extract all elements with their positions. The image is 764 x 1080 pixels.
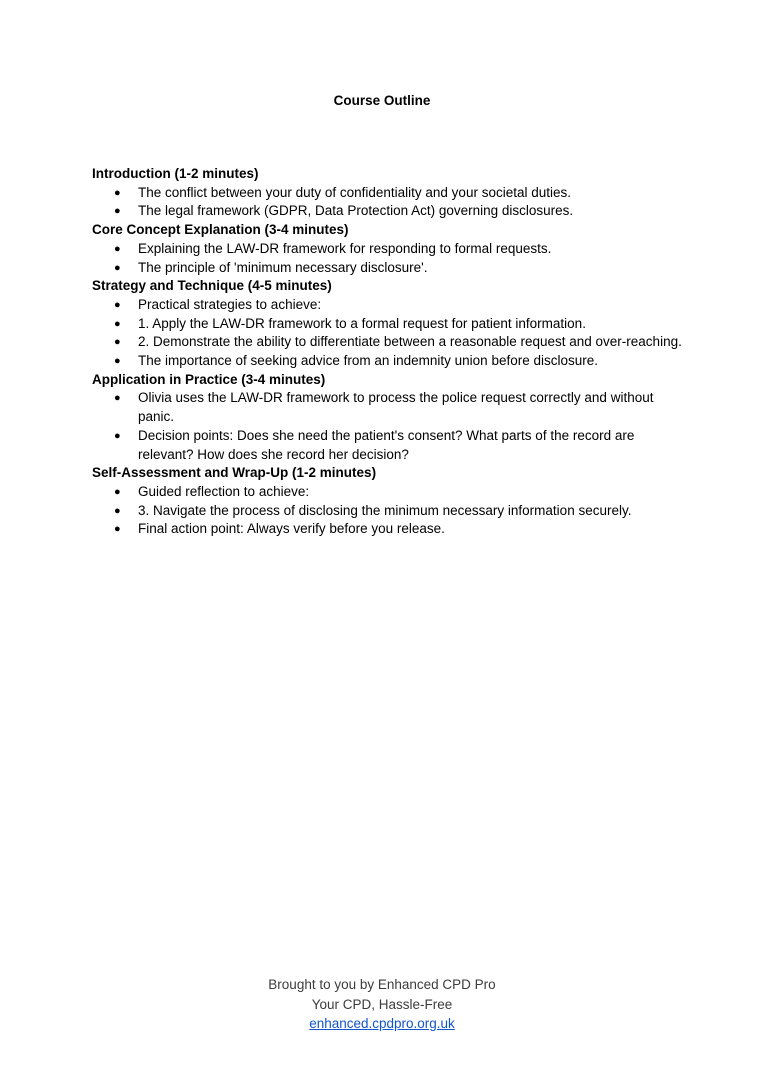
list-item-text: Practical strategies to achieve:: [138, 296, 322, 312]
section-heading: Strategy and Technique (4-5 minutes): [92, 278, 332, 294]
section-list: [92, 296, 692, 371]
section-list: [92, 184, 692, 221]
list-item-text: Olivia uses the LAW-DR framework to process the police request correctly and without panic.: [138, 390, 654, 425]
section-list: [92, 389, 692, 464]
list-item-text: Decision points: Does she need the patient's consent? What parts of the record are relevant? How does she record her decision?: [138, 427, 635, 462]
footer-link[interactable]: enhanced.cpdpro.org.uk: [309, 1016, 455, 1031]
list-item: [92, 389, 692, 426]
list-item-text: The principle of 'minimum necessary disclosure'.: [138, 259, 428, 275]
bullet-icon: ●: [114, 523, 121, 536]
list-item-text: The conflict between your duty of confidentiality and your societal duties.: [138, 184, 571, 200]
list-item: [92, 315, 692, 334]
bullet-icon: ●: [114, 205, 121, 218]
list-item: [92, 483, 692, 502]
list-item: [92, 184, 692, 203]
bullet-icon: ●: [114, 261, 121, 274]
list-item-text: 3. Navigate the process of disclosing the minimum necessary information securely.: [138, 502, 632, 518]
list-item: [92, 333, 692, 352]
bullet-icon: ●: [114, 336, 121, 349]
list-item-text: Final action point: Always verify before you release.: [138, 521, 445, 537]
section-list: [92, 483, 692, 539]
course-outline: [92, 165, 692, 539]
section-heading: Self-Assessment and Wrap-Up (1-2 minutes): [92, 465, 377, 481]
footer-tagline: Brought to you by Enhanced CPD Pro: [268, 977, 496, 992]
bullet-icon: ●: [114, 429, 121, 442]
list-item: [92, 352, 692, 371]
bullet-icon: ●: [114, 186, 121, 199]
list-item: [92, 296, 692, 315]
bullet-icon: ●: [114, 298, 121, 311]
list-item-text: 2. Demonstrate the ability to differentiate between a reasonable request and over-reaching.: [138, 334, 682, 350]
bullet-icon: ●: [114, 317, 121, 330]
list-item: [92, 502, 692, 521]
footer: [0, 975, 764, 1034]
list-item-text: Guided reflection to achieve:: [138, 483, 310, 499]
page-title: Course Outline: [333, 93, 431, 108]
list-item-text: The legal framework (GDPR, Data Protection Act) governing disclosures.: [138, 203, 574, 219]
list-item: [92, 520, 692, 539]
list-item-text: Explaining the LAW-DR framework for responding to formal requests.: [138, 240, 552, 256]
list-item-text: 1. Apply the LAW-DR framework to a formal request for patient information.: [138, 315, 586, 331]
bullet-icon: ●: [114, 504, 121, 517]
bullet-icon: ●: [114, 242, 121, 255]
bullet-icon: ●: [114, 392, 121, 405]
list-item: [92, 240, 692, 259]
list-item: [92, 427, 692, 464]
list-item-text: The importance of seeking advice from an indemnity union before disclosure.: [138, 353, 598, 369]
section-heading: Introduction (1-2 minutes): [92, 166, 259, 181]
section-list: [92, 240, 692, 277]
footer-slogan: Your CPD, Hassle-Free: [311, 996, 453, 1012]
section-heading: Core Concept Explanation (3-4 minutes): [92, 222, 349, 238]
bullet-icon: ●: [114, 355, 121, 368]
list-item: [92, 259, 692, 278]
bullet-icon: ●: [114, 485, 121, 498]
section-heading: Application in Practice (3-4 minutes): [92, 371, 326, 387]
list-item: [92, 202, 692, 221]
